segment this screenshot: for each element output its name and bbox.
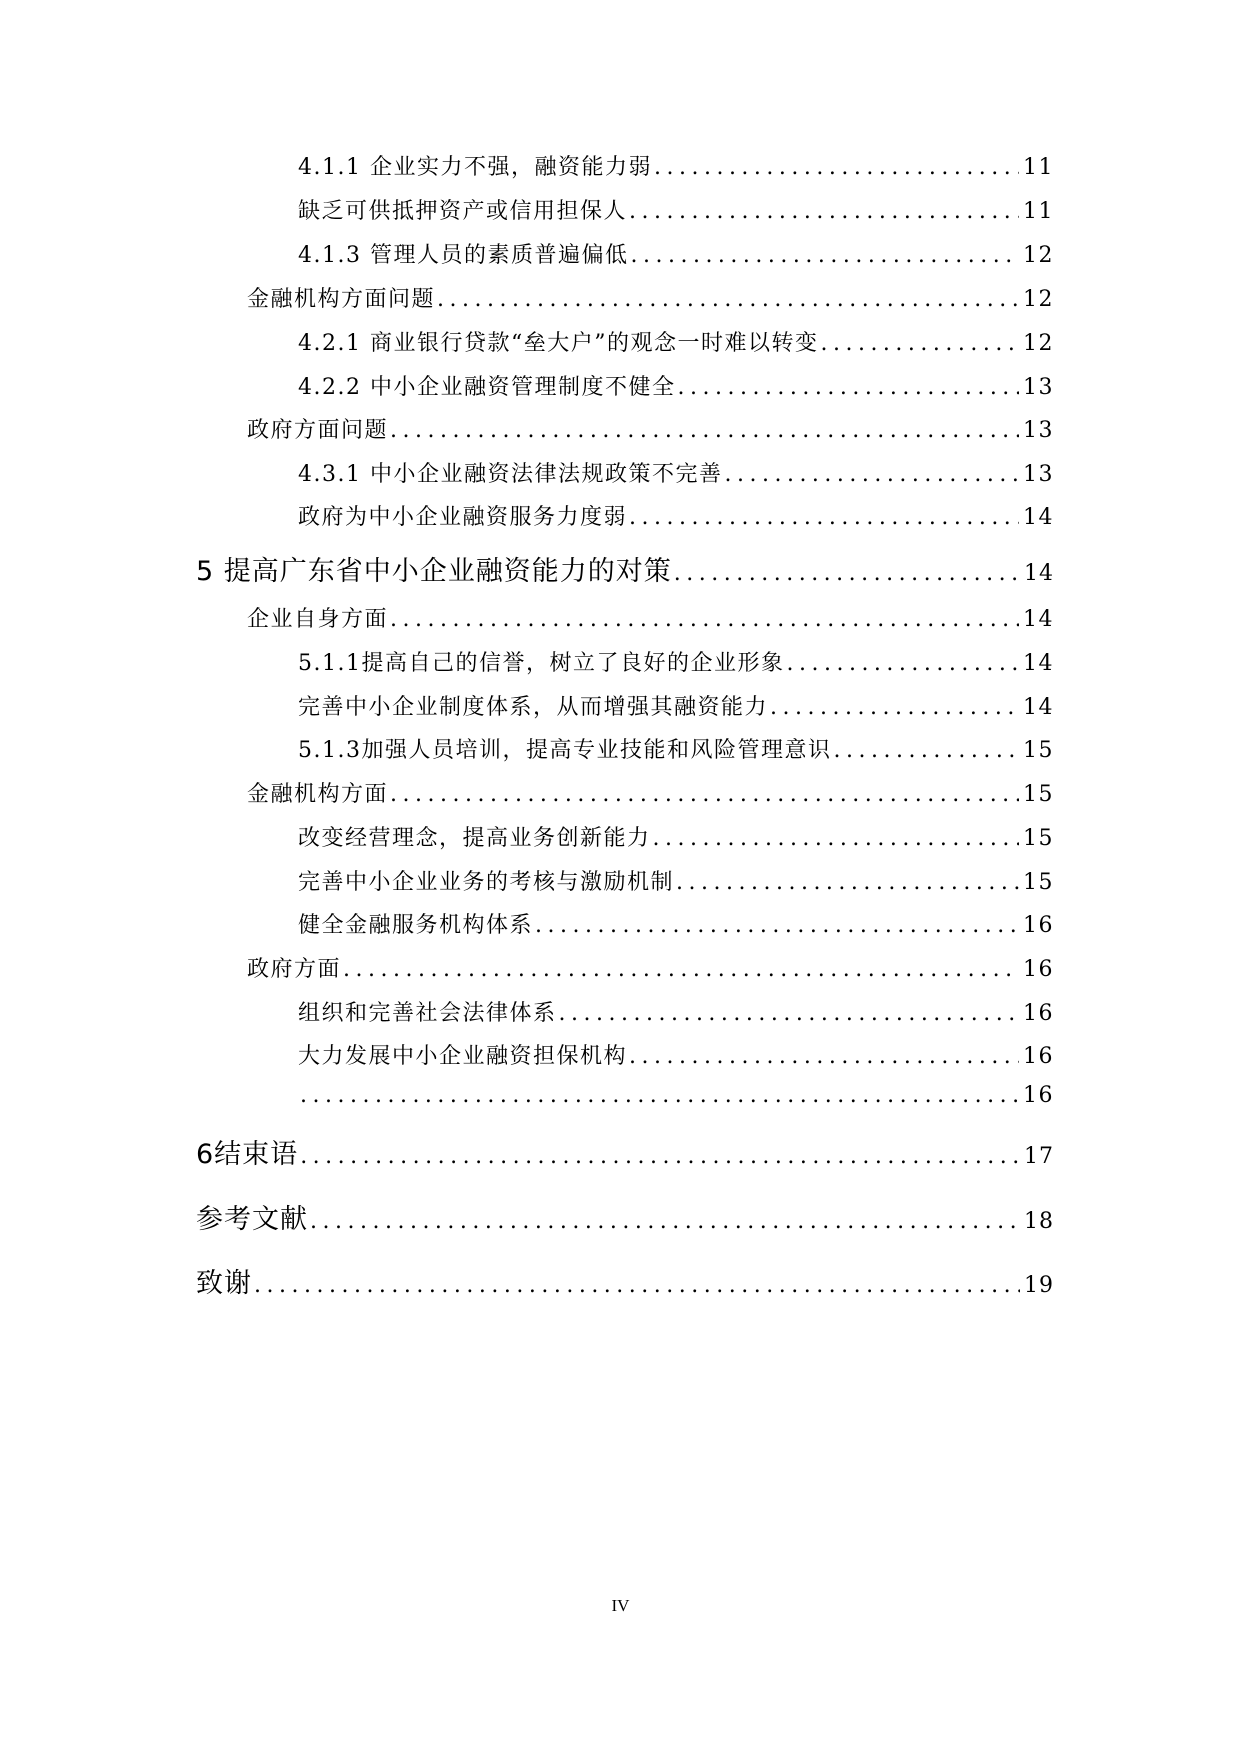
toc-chapter-page: 18 xyxy=(1024,1209,1054,1234)
toc-chapter-title: 6结束语 xyxy=(196,1139,299,1170)
toc-entry-page: 12 xyxy=(1023,243,1054,268)
toc-chapter[interactable] xyxy=(196,1261,1054,1300)
toc-entry-page: 16 xyxy=(1023,1001,1054,1026)
toc-entry[interactable] xyxy=(298,457,1054,488)
toc-entry-title: 健全金融服务机构体系 xyxy=(298,913,534,938)
toc-entry[interactable] xyxy=(298,733,1054,764)
toc-entry-title: 企业自身方面 xyxy=(247,607,389,632)
dot-leader xyxy=(653,826,1019,851)
toc-entry-title: 金融机构方面 xyxy=(247,782,389,807)
toc-entry[interactable] xyxy=(247,952,1054,983)
toc-entry[interactable] xyxy=(298,1039,1054,1070)
toc-entry-title: 完善中小企业制度体系，从而增强其融资能力 xyxy=(298,695,769,720)
dot-leader xyxy=(300,1083,1019,1108)
toc-entry-title: 政府方面问题 xyxy=(247,418,389,443)
toc-chapter-page: 17 xyxy=(1024,1144,1054,1169)
toc-entry[interactable] xyxy=(298,646,1054,677)
dot-leader xyxy=(676,870,1019,895)
toc-chapter[interactable] xyxy=(196,1132,1054,1171)
toc-chapter-title: 5 提高广东省中小企业融资能力的对策 xyxy=(196,556,672,587)
toc-entry[interactable] xyxy=(298,690,1054,721)
dot-leader xyxy=(629,199,1019,224)
dot-leader xyxy=(559,1001,1019,1026)
dot-leader xyxy=(629,1044,1019,1069)
dot-leader xyxy=(254,1273,1020,1298)
toc-entry[interactable] xyxy=(298,500,1054,531)
dot-leader xyxy=(310,1209,1020,1234)
dot-leader xyxy=(629,505,1019,530)
toc-entry-title: 政府为中小企业融资服务力度弱 xyxy=(298,505,628,530)
toc-entry-title: 政府方面 xyxy=(247,957,342,982)
toc-entry-page: 15 xyxy=(1023,782,1054,807)
toc-entry[interactable] xyxy=(247,777,1054,808)
toc-entry-page: 16 xyxy=(1023,913,1054,938)
toc-entry[interactable] xyxy=(298,326,1054,357)
toc-entry-title: 5.1.1提高自己的信誉，树立了良好的企业形象 xyxy=(298,651,785,676)
toc-entry-title: 改变经营理念，提高业务创新能力 xyxy=(298,826,651,851)
page-number: IV xyxy=(611,1596,630,1615)
toc-chapter-page: 19 xyxy=(1024,1273,1054,1298)
toc-chapter-title: 致谢 xyxy=(196,1268,252,1299)
toc-chapter-title: 参考文献 xyxy=(196,1204,308,1235)
toc-entry-page: 11 xyxy=(1023,155,1054,180)
dot-leader xyxy=(674,561,1020,586)
toc-entry-page: 15 xyxy=(1023,870,1054,895)
toc-entry-title: 4.3.1 中小企业融资法律法规政策不完善 xyxy=(298,462,723,487)
toc-entry-title: 4.2.2 中小企业融资管理制度不健全 xyxy=(298,375,676,400)
toc-entry-page: 12 xyxy=(1023,287,1054,312)
toc-entry-title: 完善中小企业业务的考核与激励机制 xyxy=(298,870,675,895)
toc-entry[interactable] xyxy=(298,996,1054,1027)
toc-entry-page: 16 xyxy=(1023,957,1054,982)
toc-entry-title: 缺乏可供抵押资产或信用担保人 xyxy=(298,199,628,224)
dot-leader xyxy=(770,695,1019,720)
toc-entry-page: 15 xyxy=(1023,738,1054,763)
toc-entry[interactable] xyxy=(298,1083,1054,1108)
dot-leader xyxy=(833,738,1019,763)
toc-chapter[interactable] xyxy=(196,1197,1054,1236)
dot-leader xyxy=(630,243,1019,268)
toc-entry-page: 14 xyxy=(1023,651,1054,676)
toc-entry[interactable] xyxy=(298,865,1054,896)
dot-leader xyxy=(343,957,1019,982)
toc-entry-page: 13 xyxy=(1023,375,1054,400)
toc-entry-page: 14 xyxy=(1023,695,1054,720)
toc-entry-title: 4.1.1 企业实力不强，融资能力弱 xyxy=(298,155,652,180)
toc-entry-page: 15 xyxy=(1023,826,1054,851)
toc-entry-page: 16 xyxy=(1023,1083,1054,1108)
toc-entry[interactable] xyxy=(247,282,1054,313)
dot-leader xyxy=(654,155,1019,180)
toc-entry[interactable] xyxy=(298,194,1054,225)
dot-leader xyxy=(390,782,1019,807)
dot-leader xyxy=(677,375,1019,400)
dot-leader xyxy=(437,287,1019,312)
dot-leader xyxy=(724,462,1019,487)
toc-entry-page: 14 xyxy=(1023,505,1054,530)
toc-entry[interactable] xyxy=(298,150,1054,181)
toc-entry-page: 16 xyxy=(1023,1044,1054,1069)
toc-entry-title: 组织和完善社会法律体系 xyxy=(298,1001,557,1026)
toc-entry-page: 13 xyxy=(1023,462,1054,487)
toc-entry[interactable] xyxy=(298,238,1054,269)
toc-entry-title: 4.1.3 管理人员的素质普遍偏低 xyxy=(298,243,629,268)
toc-entry[interactable] xyxy=(247,602,1054,633)
dot-leader xyxy=(535,913,1019,938)
toc-entry-page: 11 xyxy=(1023,199,1054,224)
toc-chapter[interactable] xyxy=(196,549,1054,588)
toc-entry-title: 金融机构方面问题 xyxy=(247,287,436,312)
dot-leader xyxy=(390,607,1019,632)
toc-entry[interactable] xyxy=(298,821,1054,852)
dot-leader xyxy=(390,418,1019,443)
toc-entry-title: 4.2.1 商业银行贷款“垒大户”的观念一时难以转变 xyxy=(298,331,819,356)
toc-entry[interactable] xyxy=(298,908,1054,939)
toc-entry-page: 14 xyxy=(1023,607,1054,632)
toc-entry[interactable] xyxy=(298,370,1054,401)
toc-chapter-page: 14 xyxy=(1024,561,1054,586)
dot-leader xyxy=(786,651,1019,676)
toc-entry-page: 13 xyxy=(1023,418,1054,443)
dot-leader xyxy=(820,331,1019,356)
dot-leader xyxy=(300,1144,1020,1169)
toc-entry-page: 12 xyxy=(1023,331,1054,356)
toc-entry[interactable] xyxy=(247,413,1054,444)
toc-entry-title: 大力发展中小企业融资担保机构 xyxy=(298,1044,628,1069)
toc-entry-title: 5.1.3加强人员培训，提高专业技能和风险管理意识 xyxy=(298,738,832,763)
